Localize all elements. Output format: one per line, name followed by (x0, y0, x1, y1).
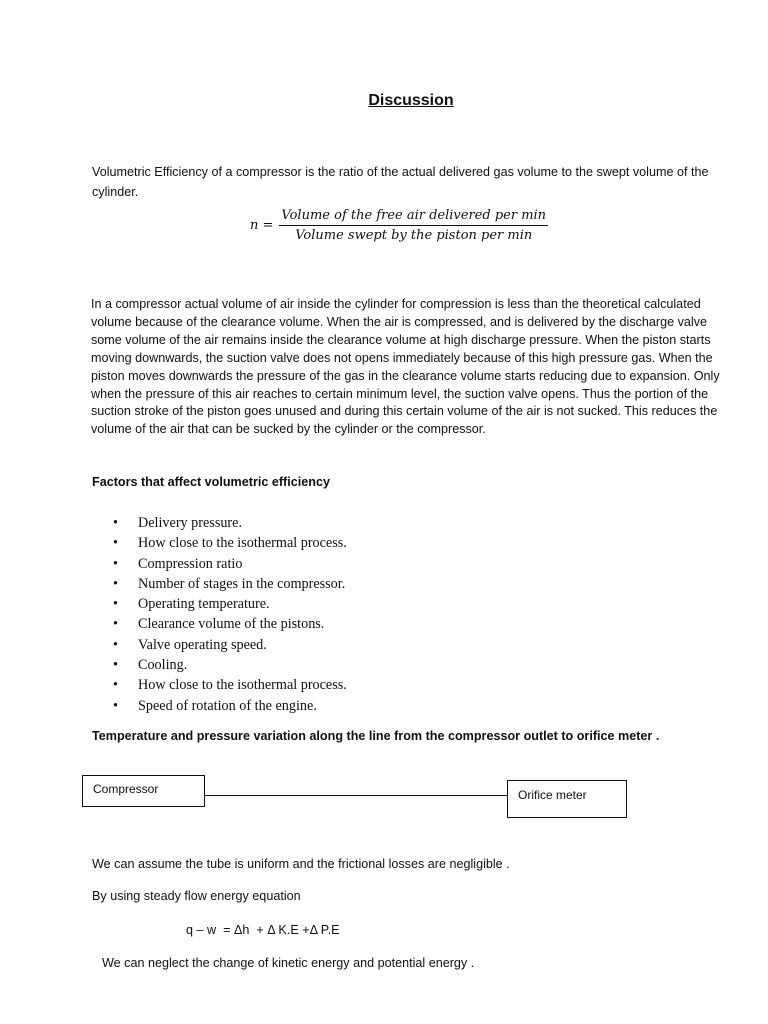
factor-text: Valve operating speed. (138, 636, 267, 653)
pipe-line (205, 795, 507, 796)
neglect-text: We can neglect the change of kinetic energy and potential energy . (102, 956, 475, 970)
bullet-icon: • (113, 596, 118, 613)
formula-fraction (279, 208, 548, 243)
factors-list (113, 513, 347, 716)
list-item (113, 574, 347, 594)
bullet-icon: • (113, 697, 118, 714)
assumption-text: We can assume the tube is uniform and the frictional losses are negligible . (92, 857, 510, 871)
energy-equation: q – w = Δh + Δ K.E +Δ P.E (186, 923, 340, 937)
definition-paragraph: Volumetric Efficiency of a compressor is the ratio of the actual delivered gas volume to the swept volume of the cylinder. (92, 165, 709, 199)
list-item (113, 513, 347, 533)
list-item (113, 655, 347, 675)
list-item (113, 635, 347, 655)
bullet-icon: • (113, 657, 118, 674)
bullet-icon: • (113, 535, 118, 552)
formula-lhs: n = (250, 218, 274, 233)
clearance-volume-paragraph: In a compressor actual volume of air inside the cylinder for compression is less than the theoretical calculated volume because of the clearance volume. When the air is compressed, and is delivered by the discharge valve some volume of the air remains inside the clearance volume at high discharge pressure. When the piston starts moving downwards, the suction valve does not opens immediately because of this high pressure gas. When the piston moves downwards the pressure of the gas in the clearance volume starts reducing due to expansion. Only when the pressure of this air reaches to certain minimum level, the suction valve opens. Thus the portion of the suction stroke of the piston goes unused and during this certain volume of the air is not sucked. This reduces the volume of the air that can be sucked by the cylinder or the compressor. (91, 297, 720, 437)
factor-text: Operating temperature. (138, 596, 270, 613)
compressor-box (82, 775, 205, 807)
factor-text: Speed of rotation of the engine. (138, 697, 317, 714)
list-item (113, 554, 347, 574)
factor-text: Delivery pressure. (138, 515, 243, 531)
bullet-icon: • (113, 515, 118, 531)
temperature-pressure-heading: Temperature and pressure variation along the line from the compressor outlet to orifice meter . (92, 729, 660, 743)
formula-numerator: Volume of the free air delivered per min (281, 208, 547, 223)
orifice-meter-label: Orifice meter (518, 788, 587, 802)
list-item (113, 614, 347, 634)
list-item (113, 696, 347, 716)
compressor-label: Compressor (93, 782, 159, 796)
factor-text: How close to the isothermal process. (138, 535, 347, 552)
factor-text: How close to the isothermal process. (138, 677, 347, 694)
bullet-icon: • (113, 677, 118, 694)
bullet-icon: • (113, 616, 118, 633)
list-item (113, 675, 347, 695)
factor-text: Number of stages in the compressor. (138, 575, 346, 592)
bullet-icon: • (113, 636, 118, 653)
factor-text: Clearance volume of the pistons. (138, 616, 325, 633)
factor-text: Cooling. (138, 657, 188, 674)
bullet-icon: • (113, 575, 118, 592)
list-item (113, 594, 347, 614)
list-item (113, 533, 347, 553)
bullet-icon: • (113, 555, 118, 572)
orifice-meter-box (507, 780, 627, 818)
factors-heading: Factors that affect volumetric efficiency (92, 475, 330, 489)
formula-denominator: Volume swept by the piston per min (295, 228, 533, 243)
sfee-intro-text: By using steady flow energy equation (92, 889, 301, 903)
factor-text: Compression ratio (138, 555, 243, 572)
page-title: Discussion (368, 92, 454, 109)
efficiency-formula (250, 208, 548, 243)
